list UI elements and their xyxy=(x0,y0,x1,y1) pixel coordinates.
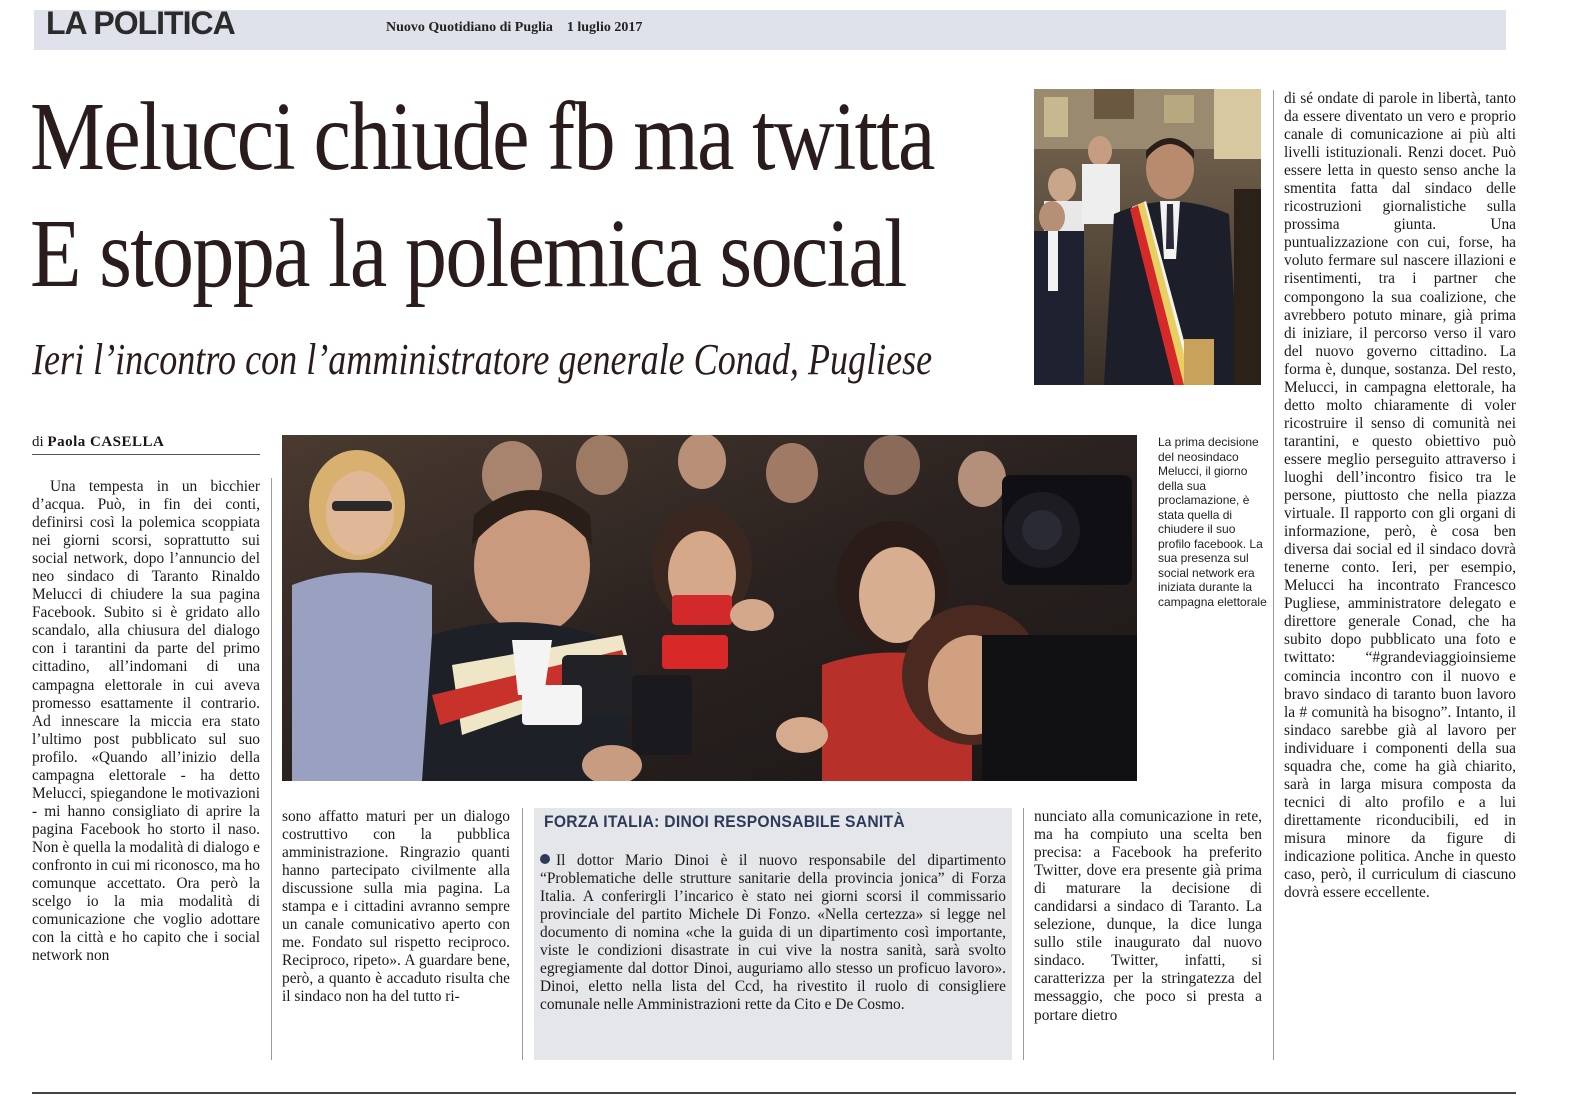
press-crowd-photo xyxy=(282,435,1137,781)
headline-line-2: E stoppa la polemica social xyxy=(30,200,906,308)
dateline: Nuovo Quotidiano di Puglia 1 luglio 2017 xyxy=(386,20,643,35)
byline xyxy=(32,434,260,455)
forza-italia-sidebar xyxy=(534,808,1012,1060)
byline-prefix: di xyxy=(32,434,44,450)
article-column-1 xyxy=(32,478,260,1060)
column-divider xyxy=(1273,90,1274,1060)
article-column-2 xyxy=(282,808,510,1060)
page-bottom-rule xyxy=(32,1092,1516,1094)
sidebar-text: Il dottor Mario Dinoi è il nuovo responsabile del dipartimento “Problematiche delle strutture sanitarie della provincia jonica” di Forza Italia. A conferirgli l’incarico è stato nei giorni scorsi il commissario provinciale del partito Michele Di Fonzo. «Nella certezza» si legge nel documento di nomina «che la guida di un dipartimento così importante, viste le condizioni disastrate in cui vive la nostra sanità, sarà svolto egregiamente dal dottor Dinoi, auguriamo allo stesso un proficuo lavoro». Dinoi, eletto nella lista del Ccd, ha rivestito il ruolo di consigliere comunale nelle Amministrazioni rette da Cito e De Cosmo. xyxy=(540,852,1006,1014)
article-column-4-text: di sé ondate di parole in libertà, tanto da essere diventato un vero e proprio canale di comunicazione ai più alti livelli istituzionali. Renzi docet. Può essere letta in questo senso anche la smentita fatta dal sindaco delle ricostruzioni giornalistiche sulla prossima giunta. Una puntualizzazione con cui, forse, ha voluto fermare sul nascere illazioni e risentimenti, tra i partner che compongono la sua coalizione, che avrebbero potuto minare, già prima di iniziare, il percorso verso il varo del nuovo governo cittadino. La forma è, dunque, sostanza. Del resto, Melucci, in campagna elettorale, ha detto molto chiaramente di voler ricostruire il senso di comunità nei tarantini, e questo obiettivo può essere meglio perseguito attraverso i luoghi dell’incontro fisico tra le persone, piuttosto che nella piazza virtuale. Il rapporto con gli organi di informazione, però, è cosa ben diversa dai social ed il sindaco dovrà tenerne conto. Ieri, per esempio, Melucci ha incontrato Francesco Pugliese, amministratore delegato e direttore generale Conad, che ha subito dopo pubblicato una foto e twittato: “#grandeviaggioinsieme comincia incontro con il nuovo e bravo sindaco di taranto buon lavoro la # comunità ha bisogno”. Intanto, il sindaco sarebbe già al lavoro per individuare i componenti della sua squadra che, come ha già chiarito, sarà in larga misura composta da tecnici di alto profilo e a lui direttamente riconducibili, ed in misura minore da figure di indicazione politica. Anche in questo caso, però, il curriculum di ciascuno dovrà essere eccellente. xyxy=(1284,90,1516,902)
header-bar xyxy=(34,10,1506,50)
article-column-1-text: Una tempesta in un bicchier d’acqua. Può, in fin dei conti, definirsi così la polemica scoppiata nei giorni scorsi, soprattutto sui social network, dopo l’annuncio del neo sindaco di Taranto Rinaldo Melucci di chiudere la sua pagina Facebook. Subito si è gridato allo scandalo, alla chiusura del dialogo con i tarantini da parte del primo cittadino, all’indomani di una campagna elettorale in cui aveva promesso esattamente il contrario. Ad innescare la miccia era stato l’ultimo post pubblicato sul suo profilo. «Quando all’inizio della campagna elettorale - ha detto Melucci, spiegandone le motivazioni - mi hanno consigliato di aprire la pagina Facebook ho storto il naso. Non è quella la modalità di dialogo e confronto in cui mi riconosco, ma ho comunque accettato. Ora però la scelgo io la mia modalità di comunicazione che voglio adottare con la città e ho capito che i social network non xyxy=(32,478,260,965)
section-label: LA POLITICA xyxy=(46,5,235,41)
article-column-2-text: sono affatto maturi per un dialogo costruttivo con la pubblica amministrazione. Ringrazio quanti hanno partecipato civilmente alla discussione sulla mia pagina. La stampa e i cittadini avranno sempre un canale comunicativo aperto con me. Fondato sul rispetto reciproco. Reciproco, ripeto». A guardare bene, però, a quanto è accaduto risulta che il sindaco non ha del tutto ri- xyxy=(282,808,510,1006)
bullet-icon xyxy=(540,854,550,864)
column-divider xyxy=(522,808,523,1060)
photo-caption: La prima decisione del neosindaco Melucci, il giorno della sua proclamazione, è stata quella di chiudere il suo profilo facebook. La sua presenza sul social network era iniziata durante la campagna elettorale xyxy=(1158,435,1267,609)
article-column-3-text: nunciato alla comunicazione in rete, ma ha compiuto una scelta ben precisa: a Facebook ha preferito Twitter, dove era presente già prima di maturare la decisione di candidarsi a sindaco di Taranto. La selezione, dunque, la dice lunga sullo stile inaugurato dal nuovo sindaco. Twitter, infatti, si caratterizza per la stringatezza del messaggio, che poco si presta a portare dietro xyxy=(1034,808,1262,1024)
article-column-4 xyxy=(1284,90,1516,1060)
mayor-portrait-photo xyxy=(1034,89,1261,385)
headline-line-1: Melucci chiude fb ma twitta xyxy=(30,83,934,191)
column-divider xyxy=(271,478,272,1060)
sidebar-title: FORZA ITALIA: DINOI RESPONSABILE SANITÀ xyxy=(544,812,905,831)
article-column-3 xyxy=(1034,808,1262,1060)
column-divider xyxy=(1023,808,1024,1060)
byline-author: Paola CASELLA xyxy=(47,434,165,450)
subheadline: Ieri l’incontro con l’amministratore generale Conad, Pugliese xyxy=(32,335,933,384)
sidebar-text-block xyxy=(540,852,1006,1014)
